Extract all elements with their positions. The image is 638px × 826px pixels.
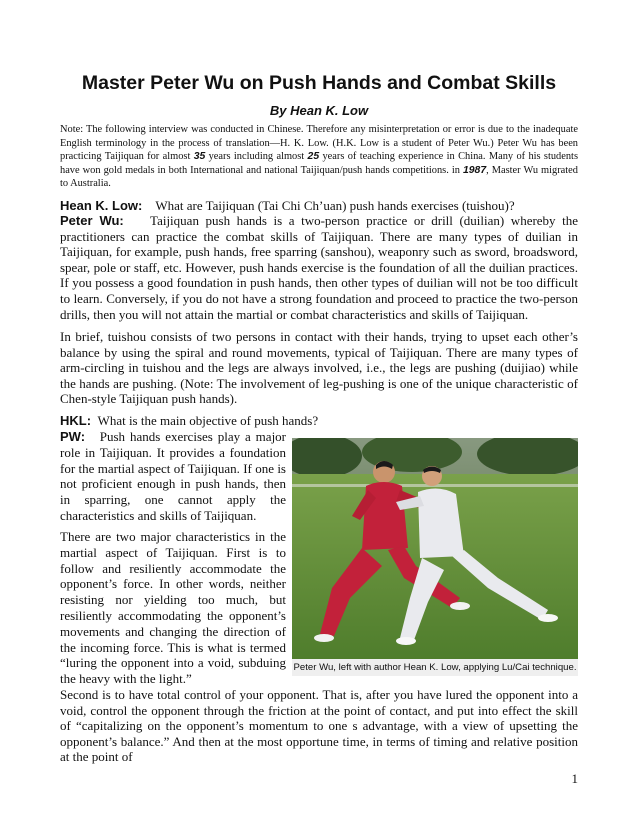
speaker-hkl: HKL:	[60, 413, 92, 428]
push-hands-photo	[292, 438, 578, 676]
answer-1	[60, 213, 578, 322]
note-years-practice: 35	[193, 151, 206, 163]
note-text-1: Note: The following interview was conducted in Chinese. Therefore any misinterpretation or error is due to the inadequate English terminology in the process of translation—H. K. Low. (H.K. Low is a student of Peter Wu.) Peter Wu has been practicing Taijiquan for almost	[60, 124, 578, 163]
note-text-3: years of teaching experience in China. Many of his students have won gold medals in both International and national Taijiquan/push hands competitions. in	[60, 151, 578, 176]
note-migration-year: 1987	[462, 164, 487, 176]
question-2	[60, 413, 578, 429]
speaker-pw: PW:	[60, 429, 86, 444]
question-1-text: What are Taijiquan (Tai Chi Ch’uan) push hands exercises (tuishou)?	[155, 198, 515, 213]
speaker-peter-wu: Peter Wu:	[60, 213, 124, 228]
speaker-hean-k-low: Hean K. Low:	[60, 198, 143, 213]
note-text-2: years including almost	[205, 151, 308, 163]
translation-note	[60, 123, 578, 191]
paragraph-characteristics: There are two major characteristics in the martial aspect of Taijiquan. First is to follow and resiliently accommodate the opponent’s force. In other words, neither resisting nor yielding too much, but resiliently accommodating the opponent’s movements and changing the direction of the incoming force. This is what is termed “luring the opponent into a void, subduing the heavy with the light.”	[60, 529, 286, 687]
paragraph-tuishou: In brief, tuishou consists of two persons in contact with their hands, trying to upset each other’s balance by using the spiral and round movements, typical of Taijiquan. There are many types of arm-circling in tuishou and the legs are always involved, i.e., the legs are pushing (duijiao) while the hands are pushing. (Note: The involvement of leg-pushing is one of the unique characteristic of Chen-style Taijiquan push hands).	[60, 329, 578, 407]
answer-2	[60, 429, 286, 524]
article-title: Master Peter Wu on Push Hands and Combat Skills	[81, 72, 557, 94]
paragraph-control: Second is to have total control of your opponent. That is, after you have lured the opponent into a void, control the opponent through the friction at the point of contact, and put into effect the skill of “capitalizing on the opponent’s momentum to one s advantage, with a view of upsetting the opponent’s balance.” And then at the most opportune time, in terms of timing and relative position at the point of	[60, 687, 578, 765]
note-years-teaching: 25	[307, 151, 320, 163]
question-2-text: What is the main objective of push hands?	[97, 413, 319, 428]
question-1	[60, 198, 578, 214]
answer-1-text: Taijiquan push hands is a two-person practice or drill (duilian) whereby the practitioners can practice the combat skills of Taijiquan. There are many types of duilian in Taijiquan, for example, push hands, free sparring (sanshou), weaponry such as sword, broadsword, spear, pole or staff, etc. However, push hands exercise is the foundation of all the duilian practices. If you possess a good foundation in push hands, then other types of duilian will not be too difficult to learn. Conversely, if you do not have a strong foundation and proceed to practice the two-person drills, then you will not attain the martial or combat characteristics and skills of Taijiquan.	[60, 213, 579, 322]
page-number: 1	[571, 771, 578, 786]
author-byline: By Hean K. Low	[269, 103, 369, 118]
photo-illustration	[292, 438, 578, 659]
photo-caption: Peter Wu, left with author Hean K. Low, applying Lu/Cai technique.	[292, 659, 578, 676]
answer-2-text: Push hands exercises play a major role in Taijiquan. It provides a foundation for the martial aspect of Taijiquan. If one is not proficient enough in push hands, then in sparring, one cannot apply the characteristics and skills of Taijiquan.	[60, 429, 287, 523]
note-text-4: , Master Wu migrated to Australia.	[60, 164, 578, 190]
